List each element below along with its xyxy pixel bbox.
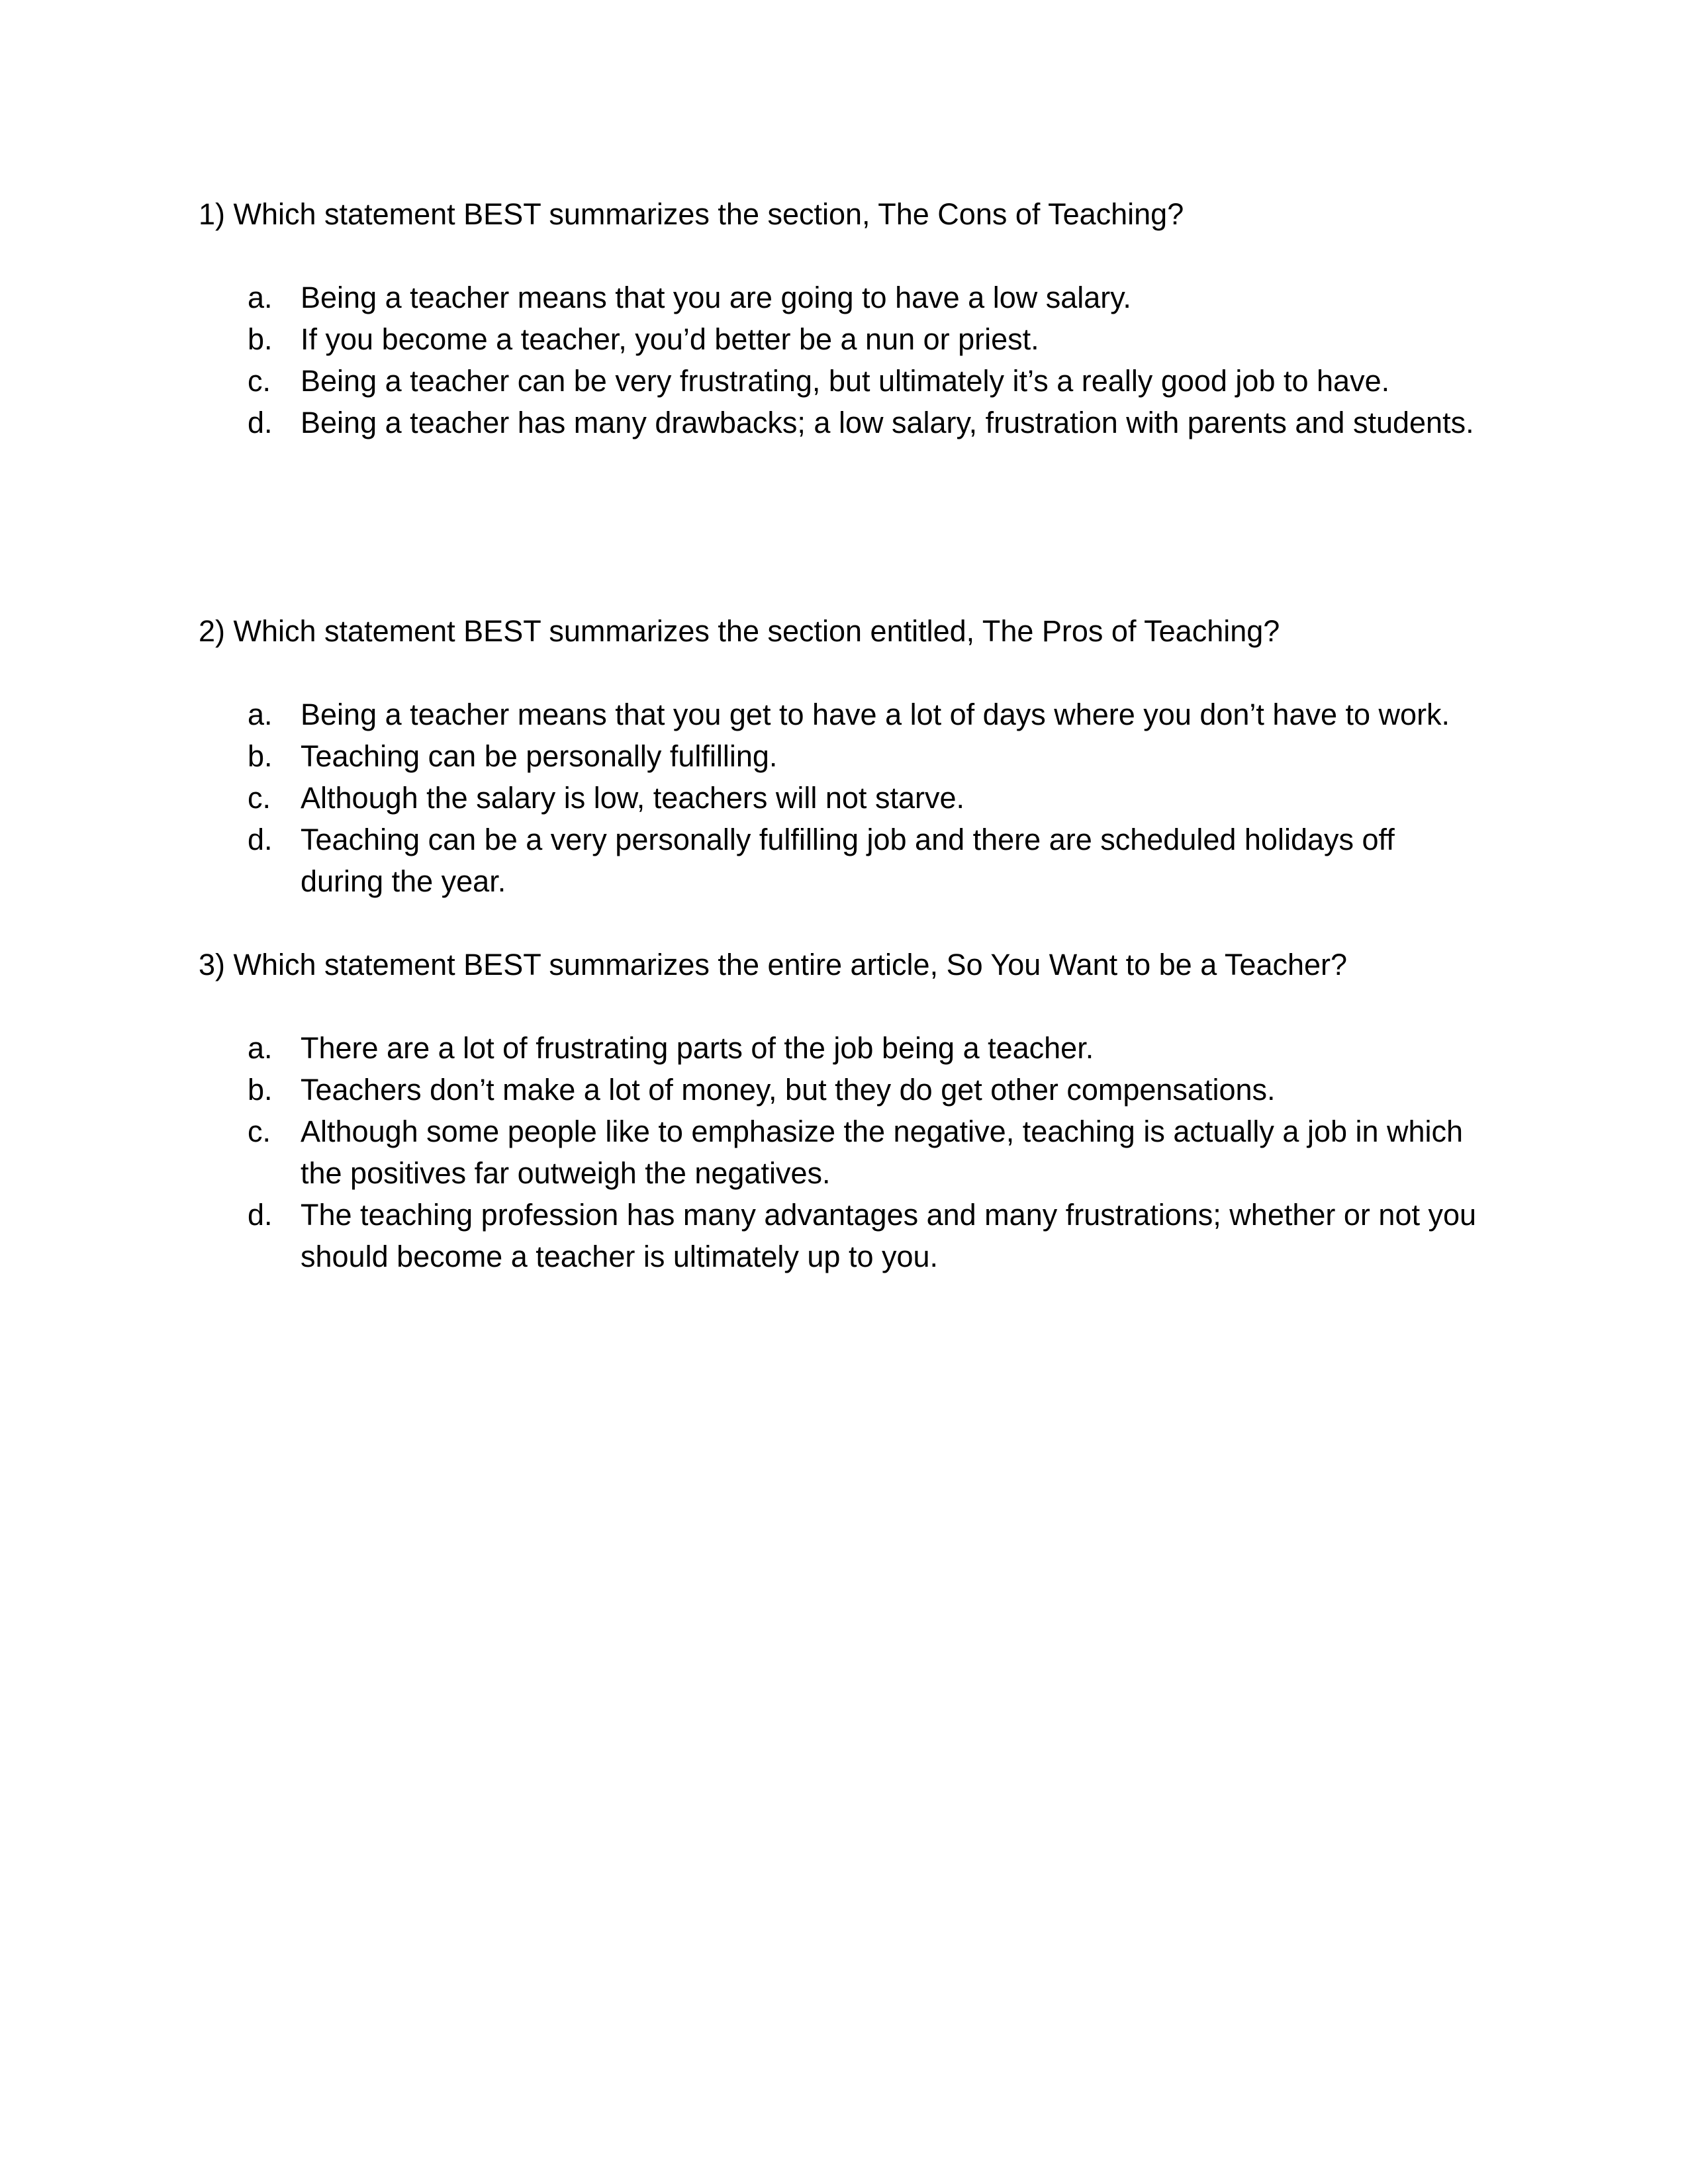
option-text: Being a teacher means that you get to have a lot of days where you don’t have to work. [301,698,1450,731]
option-letter: c. [248,364,271,398]
option-letter: a. [248,1031,273,1065]
question-1-option-c [199,360,1485,402]
question-3-option-a [199,1027,1485,1069]
option-text: Teaching can be a very personally fulfilling job and there are scheduled holidays off during the year. [301,823,1395,898]
option-letter: b. [248,739,273,773]
option-letter: b. [248,322,273,356]
option-text: Teachers don’t make a lot of money, but they do get other compensations. [301,1073,1276,1107]
option-letter: d. [248,406,273,439]
question-1-option-a [199,277,1485,318]
option-text: There are a lot of frustrating parts of the job being a teacher. [301,1031,1094,1065]
question-3 [199,944,1485,1277]
question-1-title [199,193,1485,235]
option-text: The teaching profession has many advantages and many frustrations; whether or not you should become a teacher is ultimately up to you. [301,1198,1477,1273]
question-1-number: 1) [199,197,226,231]
question-3-option-c [199,1111,1485,1194]
option-letter: d. [248,823,273,856]
question-1-option-d [199,402,1485,443]
option-letter: c. [248,781,271,815]
question-1-option-b [199,318,1485,360]
option-letter: d. [248,1198,273,1232]
option-text: Being a teacher means that you are going to have a low salary. [301,281,1131,314]
option-letter: a. [248,698,273,731]
question-1-text: Which statement BEST summarizes the section, The Cons of Teaching? [233,197,1184,231]
question-2-option-b [199,735,1485,777]
question-2-text: Which statement BEST summarizes the section entitled, The Pros of Teaching? [233,614,1280,648]
question-2-options [199,694,1485,902]
worksheet-content [199,193,1485,1277]
option-letter: b. [248,1073,273,1107]
question-2-number: 2) [199,614,226,648]
option-text: If you become a teacher, you’d better be a nun or priest. [301,322,1039,356]
question-2-title [199,610,1485,652]
option-letter: c. [248,1115,271,1148]
question-3-text: Which statement BEST summarizes the entire article, So You Want to be a Teacher? [233,948,1348,981]
question-3-options [199,1027,1485,1277]
option-letter: a. [248,281,273,314]
question-2-option-a [199,694,1485,735]
question-2-option-c [199,777,1485,819]
question-1 [199,193,1485,443]
question-1-options [199,277,1485,443]
question-3-title [199,944,1485,985]
question-2 [199,610,1485,902]
question-3-option-d [199,1194,1485,1277]
option-text: Although the salary is low, teachers will not starve. [301,781,964,815]
option-text: Teaching can be personally fulfilling. [301,739,778,773]
question-3-number: 3) [199,948,226,981]
option-text: Being a teacher has many drawbacks; a low salary, frustration with parents and students. [301,406,1474,439]
option-text: Being a teacher can be very frustrating, but ultimately it’s a really good job to have. [301,364,1390,398]
question-3-option-b [199,1069,1485,1111]
question-2-option-d [199,819,1485,902]
option-text: Although some people like to emphasize the negative, teaching is actually a job in which the positives far outweigh the negatives. [301,1115,1464,1190]
